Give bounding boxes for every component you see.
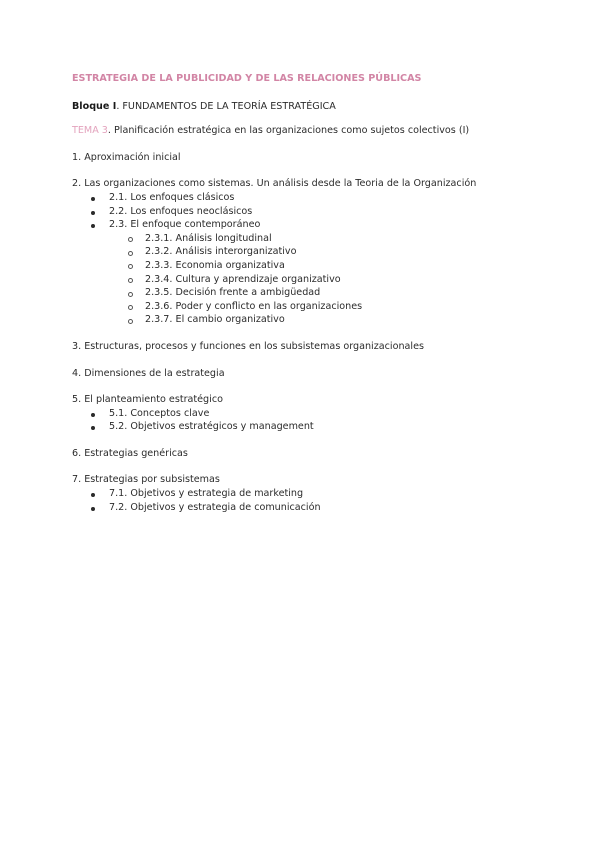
subsection-list [72,487,532,514]
bullet-circle-icon [128,251,133,256]
subsection-list [72,407,532,434]
bullet-circle-icon [128,305,133,310]
sub-subsection-label: 2.3.4. Cultura y aprendizaje organizativo [145,273,341,285]
bullet-dot-icon [91,224,95,228]
bullet-dot-icon [91,413,95,417]
list-item [145,286,532,300]
section-title: 6. Estrategias genéricas [72,447,188,459]
block-label: Bloque I [72,100,117,112]
sub-subsection-label: 2.3.6. Poder y conflicto en las organizaciones [145,300,363,312]
subsection-label: 2.1. Los enfoques clásicos [109,191,235,203]
subsection-list [72,191,532,327]
sub-subsection-label: 2.3.1. Análisis longitudinal [145,232,272,244]
list-item [145,300,532,314]
outline [72,151,532,514]
outline-section [72,151,532,165]
section-title: 1. Aproximación inicial [72,151,181,163]
block-rest: . FUNDAMENTOS DE LA TEORÍA ESTRATÉGICA [116,100,336,112]
sub-subsection-label: 2.3.5. Decisión frente a ambigüedad [145,287,321,299]
list-item [109,218,532,327]
outline-section [72,447,532,461]
outline-section [72,340,532,354]
section-title: 3. Estructuras, procesos y funciones en los subsistemas organizacionales [72,340,424,352]
list-item [109,205,532,219]
section-title: 5. El planteamiento estratégico [72,394,223,406]
outline-section [72,473,532,514]
subsection-label: 2.3. El enfoque contemporáneo [109,219,261,231]
section-title: 7. Estrategias por subsistemas [72,474,220,486]
topic-heading [72,124,532,138]
document-title: ESTRATEGIA DE LA PUBLICIDAD Y DE LAS RELACIONES PÚBLICAS [72,73,422,84]
list-item [145,245,532,259]
subsection-label: 7.2. Objetivos y estrategia de comunicación [109,501,321,513]
outline-section [72,393,532,434]
topic-label: TEMA 3 [72,125,108,137]
list-item [145,232,532,246]
bullet-circle-icon [128,237,133,242]
bullet-dot-icon [91,211,95,215]
list-item [145,259,532,273]
block-heading [72,100,532,114]
bullet-dot-icon [91,507,95,511]
sub-subsection-label: 2.3.7. El cambio organizativo [145,314,285,326]
subsection-label: 2.2. Los enfoques neoclásicos [109,205,253,217]
bullet-circle-icon [128,292,133,297]
subsection-label: 7.1. Objetivos y estrategia de marketing [109,488,304,500]
list-item [109,487,532,501]
sub-subsection-label: 2.3.2. Análisis interorganizativo [145,246,297,258]
document-page [72,72,532,527]
list-item [109,501,532,515]
bullet-circle-icon [128,264,133,269]
section-title: 2. Las organizaciones como sistemas. Un análisis desde la Teoria de la Organización [72,178,477,190]
outline-section [72,177,532,327]
list-item [109,191,532,205]
list-item [109,407,532,421]
outline-section [72,367,532,381]
sub-subsection-label: 2.3.3. Economia organizativa [145,259,285,271]
sub-subsection-list [109,232,532,327]
bullet-circle-icon [128,278,133,283]
bullet-circle-icon [128,319,133,324]
bullet-dot-icon [91,197,95,201]
section-title: 4. Dimensiones de la estrategia [72,367,225,379]
list-item [145,313,532,327]
list-item [109,420,532,434]
topic-rest: . Planificación estratégica en las organizaciones como sujetos colectivos (I) [107,125,470,137]
subsection-label: 5.2. Objetivos estratégicos y management [109,421,314,433]
subsection-label: 5.1. Conceptos clave [109,407,210,419]
list-item [145,273,532,287]
bullet-dot-icon [91,493,95,497]
bullet-dot-icon [91,426,95,430]
